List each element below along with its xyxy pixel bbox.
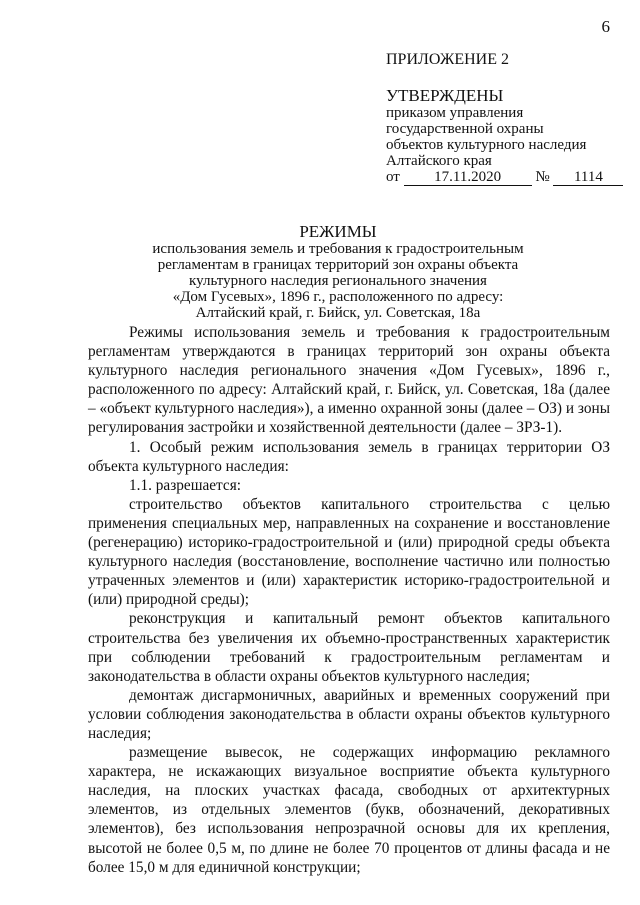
date-prefix: от: [386, 169, 400, 185]
approved-label: УТВЕРЖДЕНЫ: [386, 86, 504, 105]
date-line: [386, 169, 636, 186]
body-paragraph: демонтаж дисгармоничных, аварийных и временных сооружений при условии соблюдения законодательства в области охраны объектов культурного наследия;: [88, 686, 610, 742]
body-paragraph: 1.1. разрешается:: [129, 476, 241, 494]
header-line: приказом управления: [386, 105, 524, 121]
approval-header: [386, 52, 636, 186]
body-paragraph: Режимы использования земель и требования к градостроительным регламентам утверждаются в границах территорий зон охраны объекта культурного наследия регионального значения «Дом Гусевых», 1896 г., расположенного по адресу: Алтайский край, г. Бийск, ул. Советская, 18а (далее – «объект культурного наследия»), а именно охранной зоны (далее – ОЗ) и зоны регулирования застройки и хозяйственной деятельности (далее – ЗРЗ-1).: [88, 324, 610, 437]
order-number: 1114: [553, 170, 623, 186]
header-line: Алтайского края: [386, 153, 492, 169]
order-date: 17.11.2020: [404, 170, 532, 186]
page-number: 6: [601, 17, 610, 36]
title-line: культурного наследия регионального значения: [189, 273, 487, 289]
title-main: РЕЖИМЫ: [299, 222, 377, 241]
body-paragraph: реконструкция и капитальный ремонт объектов капитального строительства без увеличения их объемно-пространственных характеристик при соблюдении требований к градостроительным регламентам и законодательства в области охраны объектов культурного наследия;: [88, 610, 610, 685]
header-line: объектов культурного наследия: [386, 137, 587, 153]
title-line: «Дом Гусевых», 1896 г., расположенного по адресу:: [172, 289, 504, 305]
number-prefix: №: [535, 169, 550, 185]
appendix-label: ПРИЛОЖЕНИЕ 2: [386, 51, 510, 68]
header-line: государственной охраны: [386, 121, 544, 137]
document-body: [88, 323, 610, 877]
body-paragraph: размещение вывесок, не содержащих информацию рекламного характера, не искажающих визуальное восприятие объекта культурного наследия, на плоских участках фасада, свободных от архитектурных элементов, из отдельных элементов (букв, обозначений, декоративных элементов), без использования непрозрачной основы для их крепления, высотой не более 0,5 м, по длине не более 70 процентов от длины фасада и не более 15,0 м для единичной конструкции;: [88, 744, 610, 876]
title-line: использования земель и требования к градостроительным: [152, 241, 524, 257]
body-paragraph: 1. Особый режим использования земель в границах территории ОЗ объекта культурного наследия:: [88, 438, 610, 475]
title-line: регламентам в границах территорий зон охраны объекта: [157, 257, 519, 273]
body-paragraph: строительство объектов капитального строительства с целью применения специальных мер, направленных на сохранение и восстановление (регенерацию) историко-градостроительной и (или) природной среды объекта культурного наследия (восстановление, восполнение частично или полностью утраченных элементов и (или) характеристик историко-градостроительной и (или) природной среды);: [88, 495, 610, 609]
title-line: Алтайский край, г. Бийск, ул. Советская, 18а: [195, 305, 481, 321]
document-title: [130, 224, 546, 321]
